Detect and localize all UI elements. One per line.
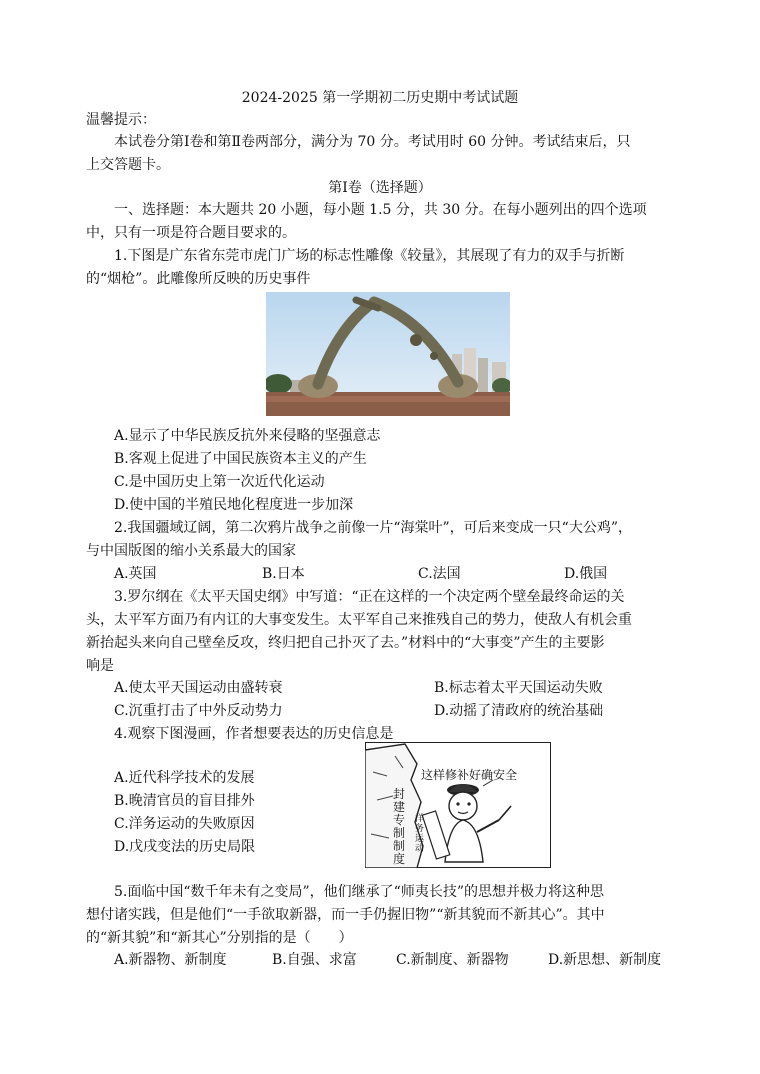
q4-option-c: C.洋务运动的失败原因 bbox=[114, 816, 255, 832]
q5-stem-line-1: 5.面临中国“数千年未有之变局”，他们继承了“师夷长技”的思想并极力将这种思 bbox=[114, 884, 604, 900]
q3-stem-line-4: 响是 bbox=[86, 658, 114, 674]
q3-option-a: A.使太平天国运动由盛转衰 bbox=[114, 680, 283, 696]
q1-option-d: D.使中国的半殖民地化程度进一步加深 bbox=[114, 497, 354, 513]
q2-option-d: D.俄国 bbox=[564, 566, 608, 582]
q2-option-c: C.法国 bbox=[418, 566, 461, 582]
tip-line-2: 上交答题卡。 bbox=[86, 157, 170, 173]
q5-stem-line-3: 的“新其貌”和“新其心”分别指的是（ ） bbox=[86, 930, 353, 946]
cartoon-board-label: 洋务运动 bbox=[415, 814, 425, 854]
q4-stem-line-1: 4.观察下图漫画，作者想要表达的历史信息是 bbox=[114, 726, 394, 742]
q3-option-c: C.沉重打击了中外反动势力 bbox=[114, 703, 283, 719]
q1-option-c: C.是中国历史上第一次近代化运动 bbox=[114, 474, 325, 490]
q3-option-d: D.动摇了清政府的统治基础 bbox=[434, 703, 604, 719]
tip-line-1: 本试卷分第Ⅰ卷和第Ⅱ卷两部分，满分为 70 分。考试用时 60 分钟。考试结束后，只 bbox=[114, 134, 631, 150]
q3-option-b: B.标志着太平天国运动失败 bbox=[434, 680, 603, 696]
q3-stem-line-1: 3.罗尔纲在《太平天国史纲》中写道：“正在这样的一个决定两个壁垒最终命运的关 bbox=[114, 589, 625, 605]
intro-line-1: 一、选择题：本大题共 20 小题，每小题 1.5 分，共 30 分。在每小题列出的四个选项 bbox=[114, 202, 647, 218]
sculpture-image bbox=[266, 292, 510, 416]
page-title: 2024-2025 第一学期初二历史期中考试试题 bbox=[241, 90, 519, 106]
cartoon-wall-label: 封建专制制度 bbox=[393, 787, 406, 866]
cartoon-speech-text: 这样修补好确安全 bbox=[421, 768, 518, 782]
q5-option-d: D.新思想、新制度 bbox=[548, 952, 662, 968]
tip-label: 温馨提示： bbox=[86, 112, 156, 128]
q3-stem-line-2: 头，太平军方面乃有内讧的大事变发生。太平军自己来推残自己的势力，使敌人有机会重 bbox=[86, 612, 632, 628]
q1-stem-line-1: 1.下图是广东省东莞市虎门广场的标志性雕像《较量》，其展现了有力的双手与折断 bbox=[114, 248, 625, 264]
q4-option-b: B.晚清官员的盲目排外 bbox=[114, 793, 255, 809]
q2-stem-line-2: 与中国版图的缩小关系最大的国家 bbox=[86, 543, 296, 559]
sculpture-photo bbox=[266, 292, 510, 416]
q1-stem-line-2: 的“烟枪”。此雕像所反映的历史事件 bbox=[86, 271, 311, 287]
q5-option-c: C.新制度、新器物 bbox=[396, 952, 509, 968]
q2-stem-line-1: 2.我国疆域辽阔，第二次鸦片战争之前像一片“海棠叶”，可后来变成一只“大公鸡”， bbox=[114, 520, 632, 536]
q4-option-a: A.近代科学技术的发展 bbox=[114, 770, 255, 786]
section-title: 第Ⅰ卷（选择题） bbox=[328, 180, 432, 196]
q1-option-a: A.显示了中华民族反抗外来侵略的坚强意志 bbox=[114, 428, 381, 444]
q4-option-d: D.戊戌变法的历史局限 bbox=[114, 839, 256, 855]
q3-stem-line-3: 新抬起头来向自己壁垒反攻，终归把自己扑灭了去。”材料中的“大事变”产生的主要影 bbox=[86, 635, 605, 651]
cartoon-image bbox=[365, 742, 551, 868]
q2-option-b: B.日本 bbox=[262, 566, 305, 582]
intro-line-2: 中，只有一项是符合题目要求的。 bbox=[86, 225, 296, 241]
q5-option-b: B.自强、求富 bbox=[272, 952, 357, 968]
q2-option-a: A.英国 bbox=[114, 566, 157, 582]
q1-option-b: B.客观上促进了中国民族资本主义的产生 bbox=[114, 451, 367, 467]
q5-stem-line-2: 想付诸实践，但是他们“一手欲取新器，而一手仍握旧物”“新其貌而不新其心”。其中 bbox=[86, 907, 605, 923]
q5-option-a: A.新器物、新制度 bbox=[114, 952, 227, 968]
